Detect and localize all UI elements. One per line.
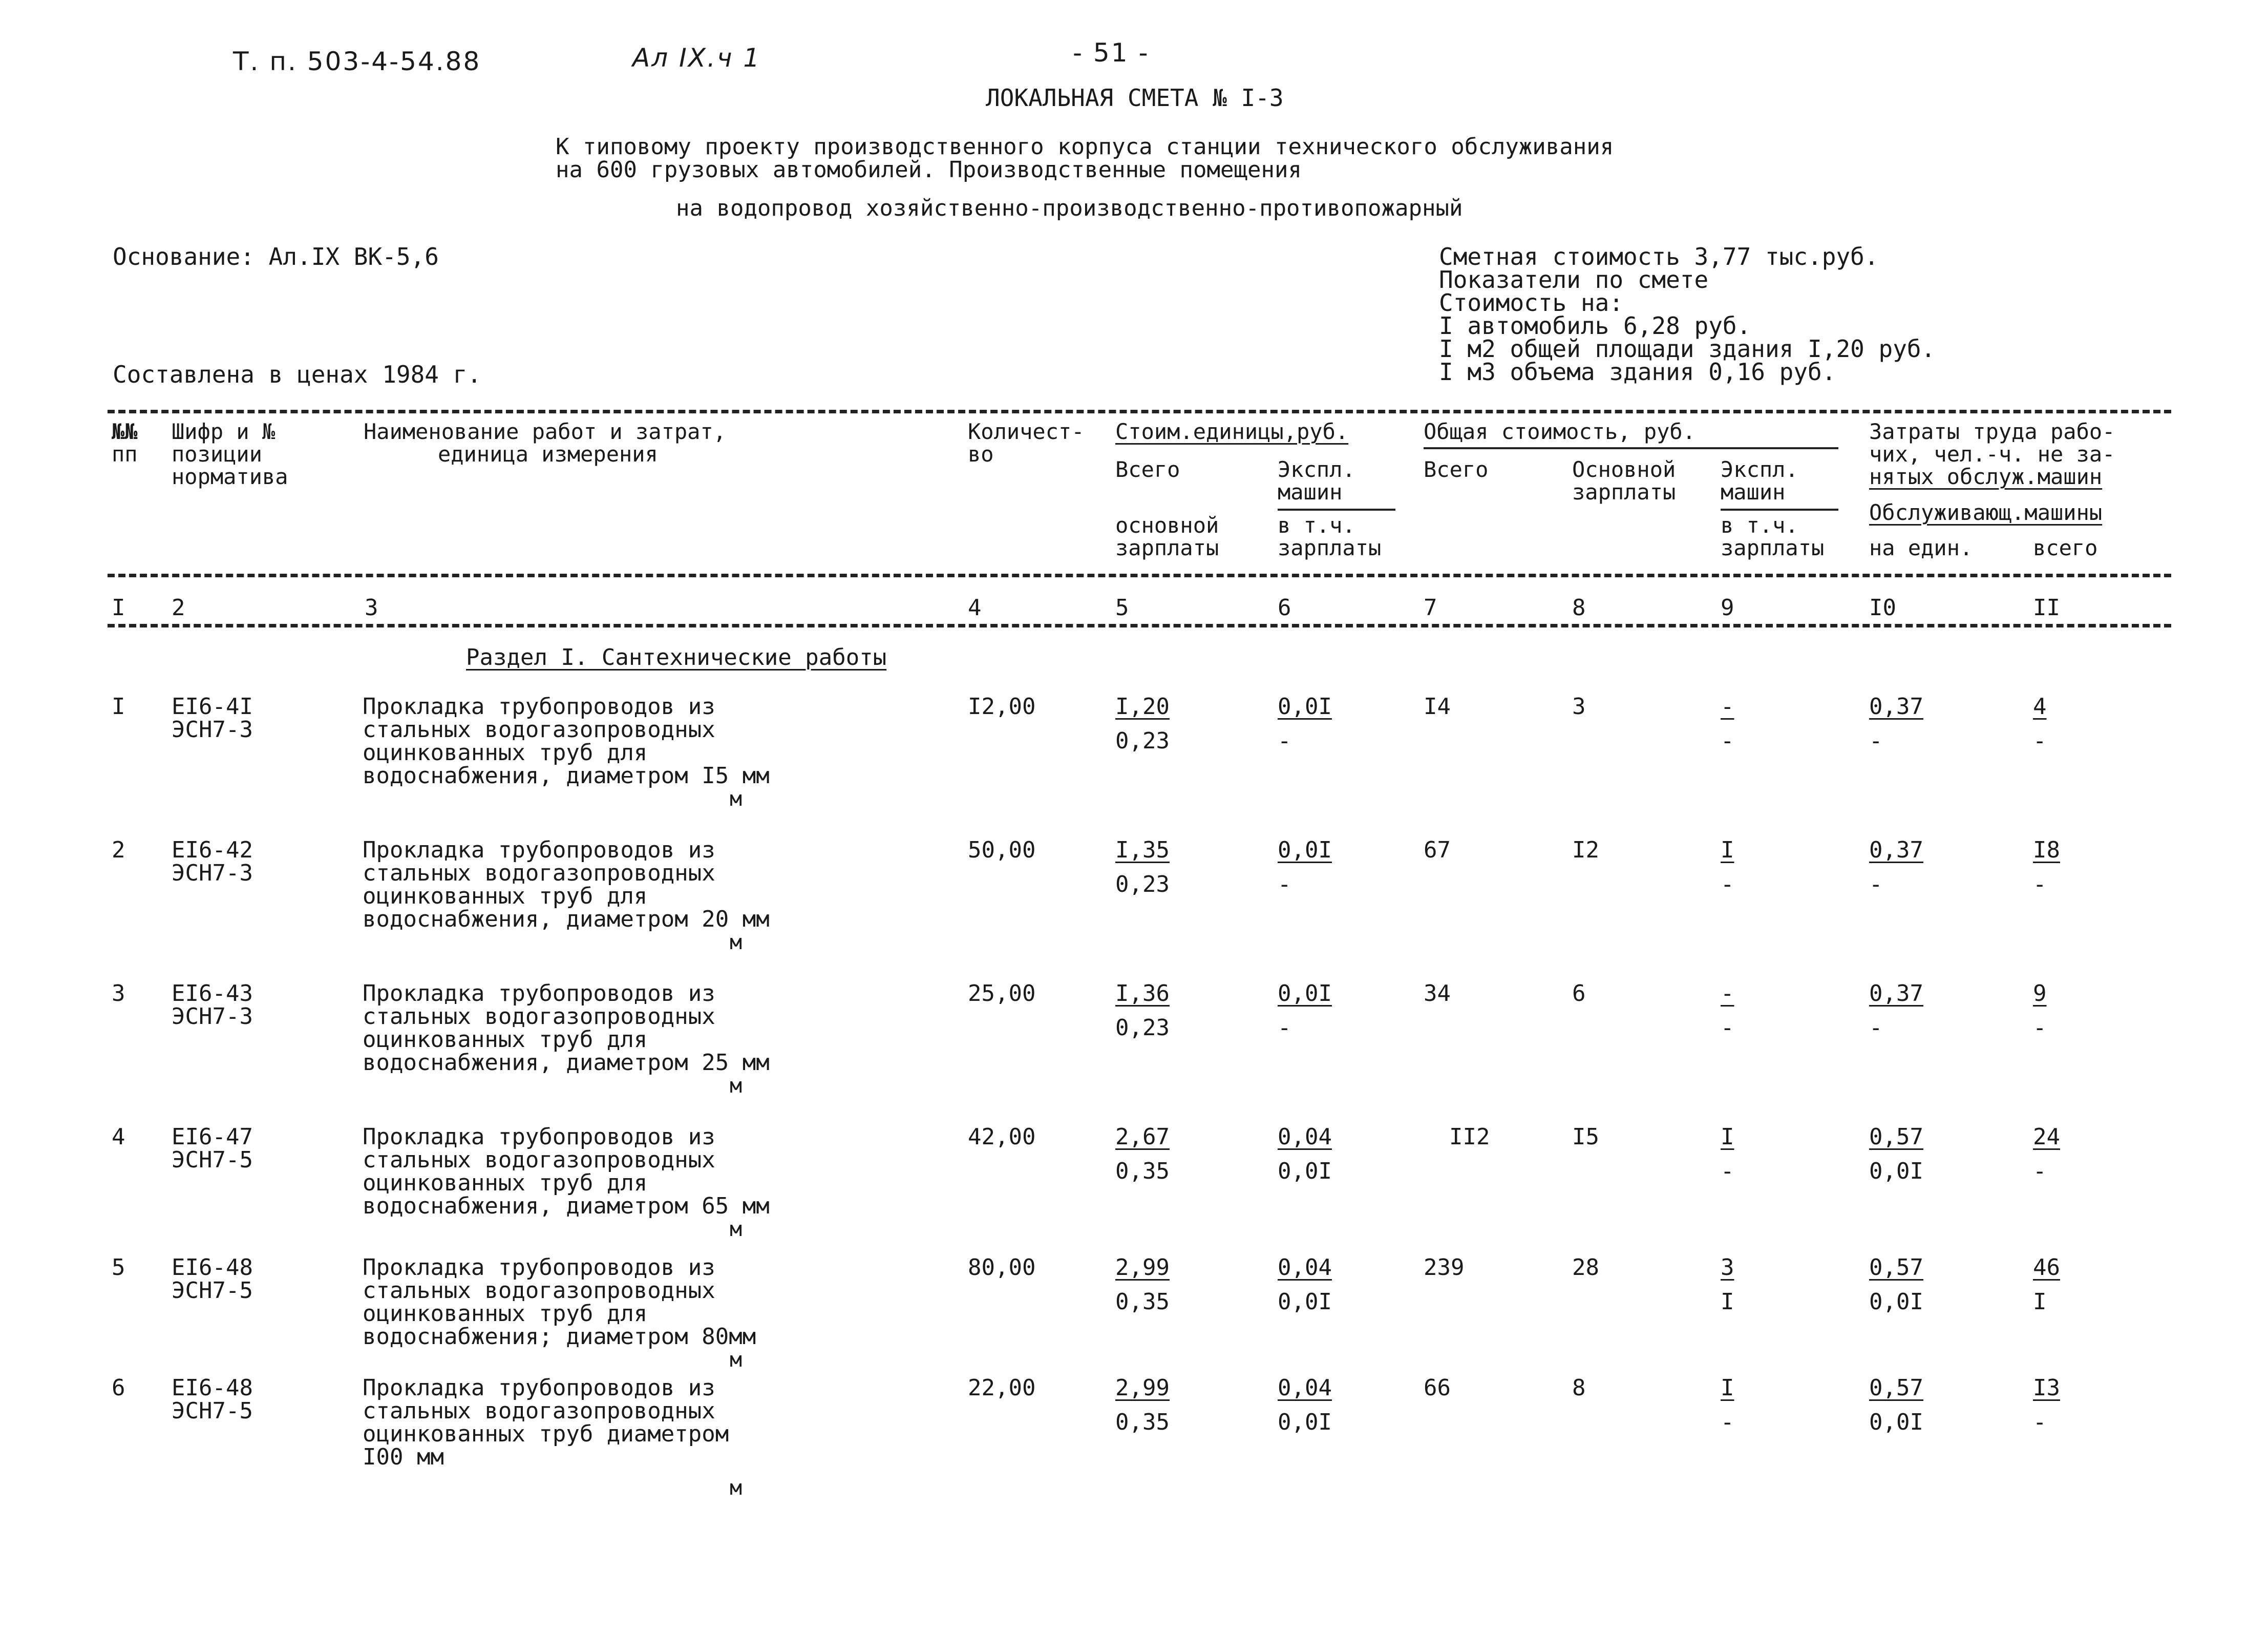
row-number: 4: [112, 1124, 125, 1150]
unit-cost-total: I,36: [1115, 980, 1170, 1007]
total-cost: 239: [1424, 1254, 1465, 1281]
header-num-a: №№: [112, 419, 138, 444]
header-uc-incl-b: зарплаты: [1278, 535, 1382, 560]
work-description: стальных водогазопроводных: [363, 1147, 715, 1173]
work-description: стальных водогазопроводных: [363, 860, 715, 886]
row-number: 3: [112, 980, 125, 1007]
work-description: Прокладка трубопроводов из: [363, 980, 715, 1007]
col-number: I: [112, 595, 125, 621]
unit-cost-total: 2,99: [1115, 1375, 1170, 1401]
unit-of-measure: м: [730, 787, 743, 811]
total-machine-wage: -: [1721, 871, 1734, 897]
unit-cost-machine-wage: 0,0I: [1278, 1409, 1332, 1435]
prices-year: Составлена в ценах 1984 г.: [113, 361, 482, 388]
header-tc-mach-a: Экспл.: [1721, 457, 1798, 482]
labor-per-unit: 0,57: [1869, 1124, 1923, 1150]
work-description: Прокладка трубопроводов из: [363, 1124, 715, 1150]
subtitle-line-2: на 600 грузовых автомобилей. Производственные помещения: [556, 157, 1302, 183]
norm-code-alt: ЭСН7-3: [172, 1003, 253, 1030]
cost-per-vehicle: I автомобиль 6,28 руб.: [1439, 312, 1751, 340]
total-machine-wage: -: [1721, 1015, 1734, 1041]
header-uc-mach-a: Экспл.: [1278, 457, 1355, 482]
row-number: 5: [112, 1254, 125, 1281]
header-qty-b: во: [968, 442, 994, 467]
header-tc-incl-b: зарплаты: [1721, 535, 1825, 560]
header-total-cost: Общая стоимость, руб.: [1424, 419, 1696, 444]
work-description: стальных водогазопроводных: [363, 1398, 715, 1424]
unit-cost-machines: 0,0I: [1278, 837, 1332, 863]
unit-cost-total: I,35: [1115, 837, 1170, 863]
quantity: 22,00: [968, 1375, 1036, 1401]
quantity: I2,00: [968, 694, 1036, 720]
unit-cost-wage: 0,35: [1115, 1409, 1170, 1435]
unit-cost-machine-wage: -: [1278, 871, 1291, 897]
labor-per-unit: 0,57: [1869, 1254, 1923, 1281]
total-cost: 66: [1424, 1375, 1451, 1401]
norm-code: ЕI6-47: [172, 1124, 253, 1150]
norm-code: ЕI6-42: [172, 837, 253, 863]
col-number: 4: [968, 595, 982, 621]
norm-code-alt: ЭСН7-3: [172, 717, 253, 743]
work-description: Прокладка трубопроводов из: [363, 1375, 715, 1401]
total-machine-wage: I: [1721, 1289, 1734, 1315]
unit-cost-machine-wage: -: [1278, 1015, 1291, 1041]
total-wage: 28: [1572, 1254, 1599, 1281]
labor-total: 24: [2033, 1124, 2060, 1150]
header-labor-b: чих, чел.-ч. не за-: [1869, 442, 2115, 467]
unit-cost-machines: 0,04: [1278, 1375, 1332, 1401]
labor-total-service: -: [2033, 1158, 2047, 1184]
labor-per-unit-service: 0,0I: [1869, 1158, 1923, 1184]
col-number: 8: [1572, 595, 1586, 621]
header-code-c: норматива: [172, 464, 288, 489]
page-number: - 51 -: [1073, 38, 1150, 68]
total-cost: I4: [1424, 694, 1451, 720]
labor-total-service: I: [2033, 1289, 2047, 1315]
labor-per-unit-service: -: [1869, 871, 1883, 897]
header-tc-all: Всего: [1424, 457, 1489, 482]
labor-total: I3: [2033, 1375, 2060, 1401]
labor-per-unit-service: 0,0I: [1869, 1289, 1923, 1315]
tc-mach-rule: [1721, 509, 1838, 511]
unit-cost-machines: 0,04: [1278, 1254, 1332, 1281]
unit-cost-machines: 0,0I: [1278, 694, 1332, 720]
header-uc-all: Всего: [1115, 457, 1180, 482]
total-machine-wage: -: [1721, 1158, 1734, 1184]
total-machines: I: [1721, 837, 1734, 863]
project-code: Т. п. 503-4-54.88: [233, 47, 481, 76]
labor-per-unit: 0,37: [1869, 837, 1923, 863]
norm-code-alt: ЭСН7-5: [172, 1147, 253, 1173]
total-wage: 8: [1572, 1375, 1586, 1401]
header-uc-wage-a: основной: [1115, 513, 1219, 538]
total-machines: -: [1721, 694, 1734, 720]
header-labor-c: нятых обслуж.машин: [1869, 464, 2103, 489]
total-wage: 6: [1572, 980, 1586, 1007]
header-code-a: Шифр и №: [172, 419, 275, 444]
unit-of-measure: м: [730, 1074, 743, 1098]
quantity: 50,00: [968, 837, 1036, 863]
header-qty-a: Количест-: [968, 419, 1085, 444]
unit-cost-wage: 0,23: [1115, 1015, 1170, 1041]
unit-cost-machine-wage: -: [1278, 728, 1291, 754]
header-labor-d: Обслуживающ.машины: [1869, 500, 2103, 525]
unit-cost-total: I,20: [1115, 694, 1170, 720]
labor-total-service: -: [2033, 871, 2047, 897]
unit-cost-total: 2,67: [1115, 1124, 1170, 1150]
unit-cost-machines: 0,04: [1278, 1124, 1332, 1150]
labor-per-unit: 0,37: [1869, 980, 1923, 1007]
unit-cost-machines: 0,0I: [1278, 980, 1332, 1007]
header-tc-mach-b: машин: [1721, 479, 1786, 505]
unit-of-measure: м: [730, 931, 743, 954]
work-description: оцинкованных труб для: [363, 1301, 648, 1327]
total-wage: I2: [1572, 837, 1599, 863]
unit-cost-machine-wage: 0,0I: [1278, 1158, 1332, 1184]
norm-code: ЕI6-48: [172, 1254, 253, 1281]
work-description: оцинкованных труб диаметром: [363, 1421, 729, 1447]
header-tc-incl-a: в т.ч.: [1721, 513, 1798, 538]
total-machines: 3: [1721, 1254, 1734, 1281]
col-number: 2: [172, 595, 185, 621]
work-description: Прокладка трубопроводов из: [363, 1254, 715, 1281]
work-description: оцинкованных труб для: [363, 1027, 648, 1053]
unit-cost-wage: 0,23: [1115, 871, 1170, 897]
header-num-b: пп: [112, 442, 138, 467]
cost-per-title: Стоимость на:: [1439, 289, 1624, 317]
work-description: водоснабжения, диаметром 20 мм: [363, 906, 770, 932]
album-ref: Ал IX.ч 1: [632, 43, 761, 73]
header-name-b: единица измерения: [438, 442, 658, 467]
total-cost: II2: [1449, 1124, 1490, 1150]
row-number: 6: [112, 1375, 125, 1401]
header-labor-a: Затраты труда рабо-: [1869, 419, 2115, 444]
header-unit-cost: Стоим.единицы,руб.: [1115, 419, 1349, 444]
norm-code: ЕI6-48: [172, 1375, 253, 1401]
work-description: водоснабжения, диаметром 25 мм: [363, 1050, 770, 1076]
indicators-title: Показатели по смете: [1439, 266, 1709, 294]
total-machines: I: [1721, 1124, 1734, 1150]
uc-mach-rule: [1278, 509, 1395, 511]
header-code-b: позиции: [172, 442, 263, 467]
work-description: Прокладка трубопроводов из: [363, 837, 715, 863]
work-description: оцинкованных труб для: [363, 1170, 648, 1196]
estimated-cost: Сметная стоимость 3,77 тыс.руб.: [1439, 243, 1879, 270]
unit-cost-wage: 0,23: [1115, 728, 1170, 754]
total-cost: 34: [1424, 980, 1451, 1007]
labor-per-unit: 0,57: [1869, 1375, 1923, 1401]
subtitle-line-3: на водопровод хозяйственно-производственно-противопожарный: [676, 195, 1463, 221]
quantity: 80,00: [968, 1254, 1036, 1281]
unit-of-measure: м: [730, 1218, 743, 1241]
work-description: I00 мм: [363, 1444, 444, 1470]
labor-per-unit: 0,37: [1869, 694, 1923, 720]
header-per-unit: на един.: [1869, 535, 1973, 560]
norm-code-alt: ЭСН7-5: [172, 1277, 253, 1304]
work-description: оцинкованных труб для: [363, 883, 648, 909]
doc-title: ЛОКАЛЬНАЯ СМЕТА № I-3: [986, 84, 1284, 112]
norm-code: ЕI6-4I: [172, 694, 253, 720]
work-description: водоснабжения; диаметром 80мм: [363, 1324, 756, 1350]
total-cost: 67: [1424, 837, 1451, 863]
labor-total: I8: [2033, 837, 2060, 863]
work-description: Прокладка трубопроводов из: [363, 694, 715, 720]
work-description: стальных водогазопроводных: [363, 1003, 715, 1030]
labor-total: 4: [2033, 694, 2047, 720]
header-uc-wage-b: зарплаты: [1115, 535, 1219, 560]
work-description: оцинкованных труб для: [363, 740, 648, 766]
unit-cost-wage: 0,35: [1115, 1289, 1170, 1315]
labor-per-unit-service: 0,0I: [1869, 1409, 1923, 1435]
col-number: 6: [1278, 595, 1291, 621]
header-bottom-rule: [108, 574, 2171, 577]
norm-code-alt: ЭСН7-3: [172, 860, 253, 886]
work-description: стальных водогазопроводных: [363, 717, 715, 743]
norm-code-alt: ЭСН7-5: [172, 1398, 253, 1424]
cost-per-m2: I м2 общей площади здания I,20 руб.: [1439, 335, 1936, 363]
quantity: 25,00: [968, 980, 1036, 1007]
subtitle-line-1: К типовому проекту производственного корпуса станции технического обслуживания: [556, 134, 1614, 160]
unit-of-measure: м: [730, 1476, 743, 1500]
work-description: водоснабжения, диаметром 65 мм: [363, 1193, 770, 1219]
total-cost-rule: [1424, 447, 1838, 449]
col-number: II: [2033, 595, 2060, 621]
unit-cost-wage: 0,35: [1115, 1158, 1170, 1184]
header-uc-mach-b: машин: [1278, 479, 1343, 505]
col-number: 7: [1424, 595, 1437, 621]
unit-cost-total: 2,99: [1115, 1254, 1170, 1281]
labor-total-service: -: [2033, 1409, 2047, 1435]
work-description: стальных водогазопроводных: [363, 1277, 715, 1304]
labor-total-service: -: [2033, 728, 2047, 754]
total-machines: I: [1721, 1375, 1734, 1401]
norm-code: ЕI6-43: [172, 980, 253, 1007]
col-number: 5: [1115, 595, 1129, 621]
col-number: 3: [365, 595, 378, 621]
column-numbers-rule: [108, 624, 2171, 627]
labor-total-service: -: [2033, 1015, 2047, 1041]
total-machines: -: [1721, 980, 1734, 1007]
cost-per-m3: I м3 объема здания 0,16 руб.: [1439, 358, 1836, 386]
header-name-a: Наименование работ и затрат,: [364, 419, 727, 444]
header-tc-wage-a: Основной: [1572, 457, 1676, 482]
basis: Основание: Ал.IX ВК-5,6: [113, 243, 439, 270]
section-title: Раздел I. Сантехнические работы: [466, 644, 887, 671]
total-wage: 3: [1572, 694, 1586, 720]
quantity: 42,00: [968, 1124, 1036, 1150]
unit-of-measure: м: [730, 1348, 743, 1372]
col-number: I0: [1869, 595, 1896, 621]
labor-per-unit-service: -: [1869, 1015, 1883, 1041]
total-machine-wage: -: [1721, 1409, 1734, 1435]
labor-total: 9: [2033, 980, 2047, 1007]
header-uc-incl-a: в т.ч.: [1278, 513, 1355, 538]
row-number: 2: [112, 837, 125, 863]
unit-cost-machine-wage: 0,0I: [1278, 1289, 1332, 1315]
total-wage: I5: [1572, 1124, 1599, 1150]
table-top-rule: [108, 410, 2171, 413]
header-all: всего: [2033, 535, 2098, 560]
header-tc-wage-b: зарплаты: [1572, 479, 1676, 505]
labor-per-unit-service: -: [1869, 728, 1883, 754]
row-number: I: [112, 694, 125, 720]
col-number: 9: [1721, 595, 1734, 621]
labor-total: 46: [2033, 1254, 2060, 1281]
work-description: водоснабжения, диаметром I5 мм: [363, 763, 770, 789]
total-machine-wage: -: [1721, 728, 1734, 754]
